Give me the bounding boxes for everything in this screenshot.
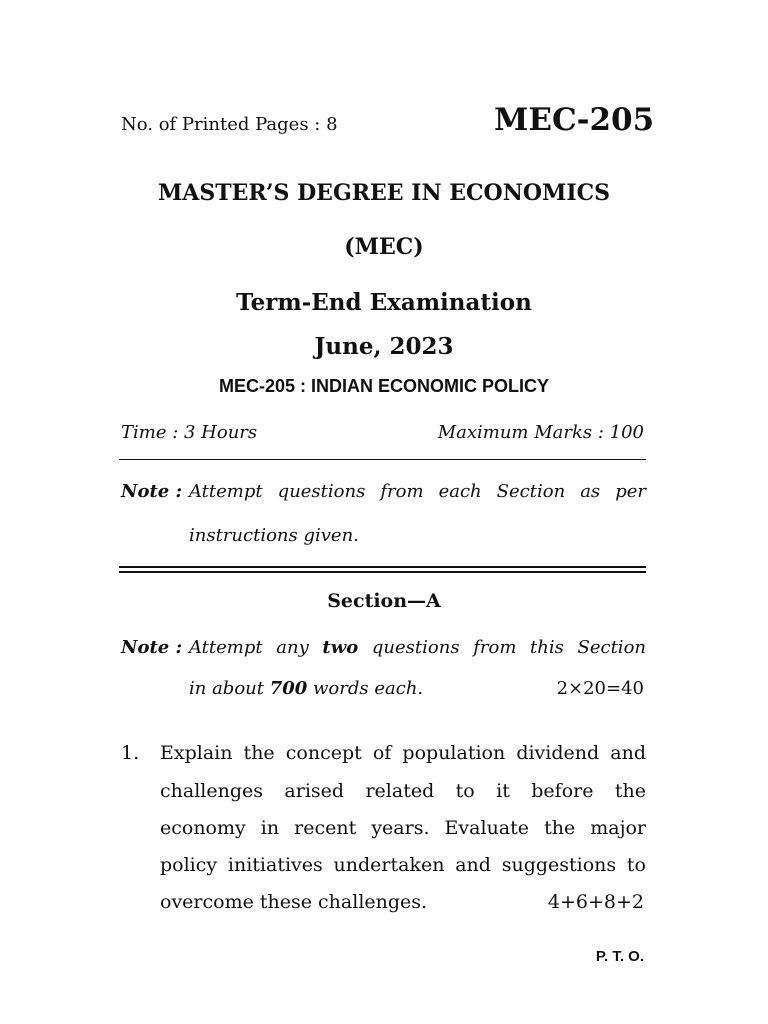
divider-line <box>119 459 646 460</box>
double-divider-top <box>119 566 646 568</box>
degree-title: MASTER’S DEGREE IN ECONOMICS <box>157 180 611 206</box>
section-note-emphasis: two <box>322 637 359 658</box>
question-line: economy in recent years. Evaluate the major <box>160 817 646 839</box>
section-note-text: words each. <box>307 678 424 699</box>
general-note-label: Note : <box>121 481 183 502</box>
section-note-line-1 <box>189 637 646 658</box>
section-note-emphasis: 700 <box>269 678 308 699</box>
maximum-marks: Maximum Marks : 100 <box>437 422 644 443</box>
general-note-line-1: Attempt questions from each Section as per <box>189 481 646 502</box>
section-note-line-2 <box>189 678 423 699</box>
page-turn-over: P. T. O. <box>595 948 644 965</box>
degree-abbreviation: (MEC) <box>344 234 424 260</box>
exam-title: Term-End Examination <box>236 289 532 316</box>
section-marks: 2×20=40 <box>556 678 644 699</box>
question-line: overcome these challenges. <box>160 891 428 913</box>
question-line: challenges arised related to it before the <box>160 780 646 802</box>
question-number: 1. <box>121 742 140 764</box>
exam-session: June, 2023 <box>314 333 454 360</box>
exam-time: Time : 3 Hours <box>121 422 258 443</box>
printed-pages-count: No. of Printed Pages : 8 <box>121 114 338 135</box>
section-title: Section—A <box>327 590 441 612</box>
course-code: MEC-205 <box>494 102 655 138</box>
section-note-text: questions from this Section <box>358 637 646 658</box>
section-note-text: Attempt any <box>189 637 323 658</box>
question-line: policy initiatives undertaken and suggestions to <box>160 854 646 876</box>
question-line: Explain the concept of population dividend and <box>160 742 646 764</box>
section-note-text: in about <box>189 678 270 699</box>
general-note-line-2: instructions given. <box>189 525 359 546</box>
question-marks: 4+6+8+2 <box>547 891 644 913</box>
double-divider-bottom <box>119 571 646 573</box>
section-note-label: Note : <box>121 637 183 658</box>
course-title: MEC-205 : INDIAN ECONOMIC POLICY <box>218 376 550 396</box>
